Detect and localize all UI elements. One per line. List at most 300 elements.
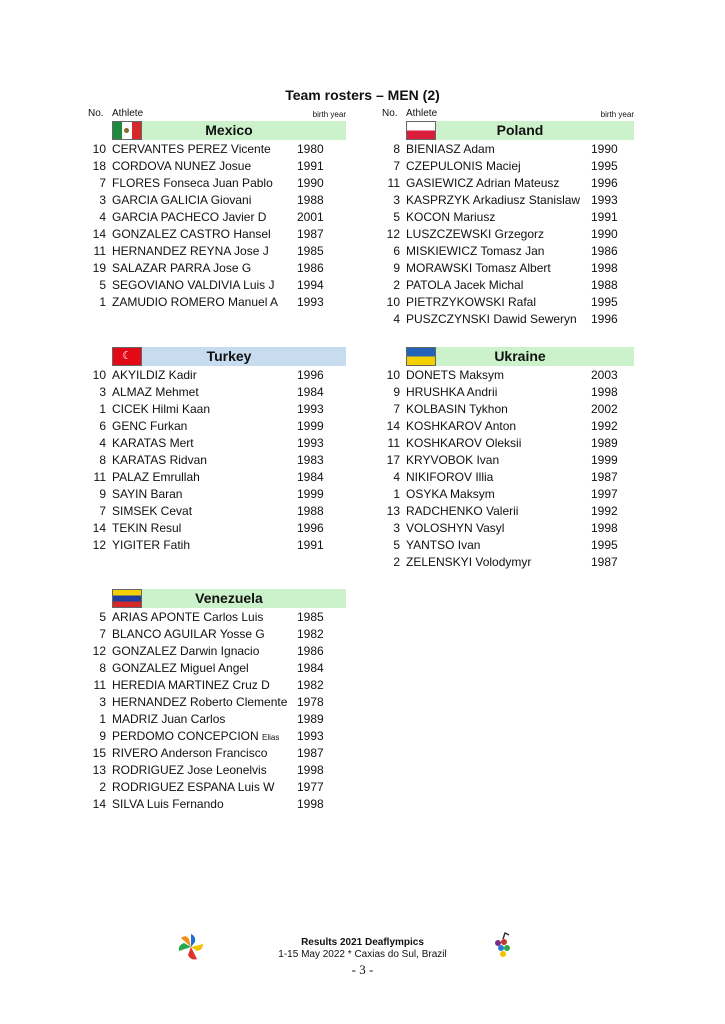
athlete-name-text: GARCIA PACHECO Javier D: [112, 210, 267, 224]
athlete-name: [406, 294, 536, 311]
birth-year: 1999: [297, 487, 324, 501]
athlete-number: 15: [92, 746, 106, 760]
athlete-name: [406, 401, 508, 418]
birth-year: 1986: [591, 244, 618, 258]
athlete-name-text: BLANCO AGUILAR Yosse G: [112, 627, 265, 641]
athlete-number: 11: [93, 244, 106, 258]
roster-row: [88, 452, 346, 469]
birth-year: 1984: [297, 661, 324, 675]
page-footer: [0, 937, 725, 976]
athlete-name-text: KOSHKAROV Anton: [406, 419, 517, 433]
athlete-number: 14: [386, 419, 400, 433]
athlete-name: [406, 537, 480, 554]
birth-year: 1993: [297, 729, 324, 743]
roster-row: [382, 158, 634, 175]
athlete-name: [406, 226, 544, 243]
athlete-number: 18: [92, 159, 106, 173]
athlete-number: 1: [393, 487, 400, 501]
athlete-number: 11: [93, 470, 106, 484]
athlete-name-suffix: Elias: [262, 733, 280, 742]
athlete-name: [406, 158, 521, 175]
athlete-name-text: NIKIFOROV Illia: [406, 470, 494, 484]
birth-year: 1991: [297, 538, 324, 552]
athlete-name: [112, 192, 251, 209]
athlete-name-text: PATOLA Jacek Michal: [406, 278, 524, 292]
athlete-name-text: PIETRZYKOWSKI Rafal: [406, 295, 537, 309]
roster-list: [88, 141, 346, 311]
roster-row: [88, 277, 346, 294]
athlete-name-text: SILVA Luis Fernando: [112, 797, 224, 811]
athlete-name: [112, 226, 271, 243]
roster-row: [382, 226, 634, 243]
athlete-name-text: HERNANDEZ REYNA Jose J: [112, 244, 269, 258]
birth-year: 1977: [297, 780, 324, 794]
birth-year: 1998: [591, 521, 618, 535]
team-venezuela: [88, 589, 346, 813]
athlete-number: 9: [393, 385, 400, 399]
athlete-number: 9: [99, 729, 106, 743]
birth-year: 1991: [297, 159, 324, 173]
roster-row: [88, 243, 346, 260]
athlete-number: 2: [393, 278, 400, 292]
roster-row: [382, 141, 634, 158]
athlete-name: [406, 503, 518, 520]
athlete-name-text: GARCIA GALICIA Giovani: [112, 193, 252, 207]
athlete-number: 9: [99, 487, 106, 501]
roster-row: [382, 503, 634, 520]
athlete-name: [112, 537, 190, 554]
roster-row: [88, 609, 346, 626]
athlete-name-text: TEKIN Resul: [112, 521, 182, 535]
roster-row: [382, 367, 634, 384]
athlete-name-text: KARATAS Mert: [112, 436, 194, 450]
athlete-name-text: BIENIASZ Adam: [406, 142, 495, 156]
athlete-name: [112, 711, 225, 728]
roster-list: [88, 609, 346, 813]
birth-year: 1990: [297, 176, 324, 190]
athlete-name-text: DONETS Maksym: [406, 368, 505, 382]
caxias-grape-logo-icon: [487, 930, 517, 960]
roster-row: [88, 745, 346, 762]
column-no-label: No.: [382, 108, 398, 119]
roster-list: [382, 141, 634, 328]
birth-year: 1989: [297, 712, 324, 726]
athlete-number: 10: [92, 142, 106, 156]
roster-row: [88, 711, 346, 728]
athlete-name: [112, 158, 251, 175]
athlete-name: [406, 435, 521, 452]
roster-row: [382, 469, 634, 486]
birth-year: 1993: [591, 193, 618, 207]
athlete-number: 8: [99, 453, 106, 467]
turkey-flag-icon: ☾: [112, 347, 142, 366]
athlete-number: 6: [99, 419, 106, 433]
athlete-number: 6: [393, 244, 400, 258]
athlete-name-text: RIVERO Anderson Francisco: [112, 746, 268, 760]
athlete-name: [406, 260, 551, 277]
roster-row: [88, 175, 346, 192]
birth-year: 1988: [297, 193, 324, 207]
athlete-number: 4: [99, 210, 106, 224]
athlete-name-text: KARATAS Ridvan: [112, 453, 207, 467]
athlete-name-text: AKYILDIZ Kadir: [112, 368, 197, 382]
athlete-name: [112, 609, 263, 626]
roster-row: [88, 762, 346, 779]
athlete-name-text: PERDOMO CONCEPCION: [112, 729, 259, 743]
athlete-name-text: ARIAS APONTE Carlos Luis: [112, 610, 264, 624]
column-athlete-label: Athlete: [406, 108, 438, 119]
athlete-number: 5: [99, 610, 106, 624]
birth-year: 2001: [297, 210, 324, 224]
athlete-name-text: MADRIZ Juan Carlos: [112, 712, 226, 726]
athlete-name-text: LUSZCZEWSKI Grzegorz: [406, 227, 545, 241]
athlete-number: 3: [393, 193, 400, 207]
team-name: Mexico: [205, 122, 253, 138]
team-turkey: [88, 347, 346, 554]
athlete-name-text: KASPRZYK Arkadiusz Stanislaw: [406, 193, 581, 207]
athlete-name-text: KOSHKAROV Oleksii: [406, 436, 522, 450]
athlete-name-text: ZELENSKYI Volodymyr: [406, 555, 532, 569]
athlete-name-text: SEGOVIANO VALDIVIA Luis J: [112, 278, 275, 292]
athlete-number: 8: [393, 142, 400, 156]
birth-year: 2003: [591, 368, 618, 382]
athlete-number: 7: [99, 176, 106, 190]
athlete-name: [112, 452, 207, 469]
athlete-name-text: YIGITER Fatih: [112, 538, 191, 552]
birth-year: 1982: [297, 678, 324, 692]
roster-row: [88, 384, 346, 401]
birth-year: 1992: [591, 419, 618, 433]
athlete-number: 14: [92, 227, 106, 241]
athlete-name: [112, 503, 192, 520]
roster-row: [382, 294, 634, 311]
team-name: Turkey: [206, 348, 252, 364]
athlete-name-text: PALAZ Emrullah: [112, 470, 200, 484]
athlete-name: [112, 486, 182, 503]
roster-row: [382, 209, 634, 226]
roster-row: [382, 537, 634, 554]
athlete-name-text: VOLOSHYN Vasyl: [406, 521, 505, 535]
birth-year: 1986: [297, 261, 324, 275]
birth-year: 1985: [297, 610, 324, 624]
roster-row: [88, 486, 346, 503]
team-band: [112, 347, 346, 366]
birth-year: 1997: [591, 487, 618, 501]
athlete-name: [406, 520, 504, 537]
athlete-name-text: FLORES Fonseca Juan Pablo: [112, 176, 273, 190]
athlete-name: [406, 209, 495, 226]
athlete-name: [112, 728, 279, 746]
athlete-name: [406, 141, 495, 158]
birth-year: 1985: [297, 244, 324, 258]
athlete-number: 7: [393, 402, 400, 416]
birth-year: 1990: [591, 227, 618, 241]
athlete-name: [406, 554, 531, 571]
athlete-name-text: HERNANDEZ Roberto Clemente: [112, 695, 288, 709]
birth-year: 1993: [297, 402, 324, 416]
roster-list: [88, 367, 346, 554]
athlete-name: [112, 243, 269, 260]
birth-year: 1984: [297, 385, 324, 399]
roster-row: [88, 728, 346, 745]
column-birth-year-label: birth year: [312, 110, 346, 119]
roster-row: [88, 141, 346, 158]
athlete-name: [406, 243, 544, 260]
birth-year: 1987: [591, 555, 618, 569]
roster-row: [382, 435, 634, 452]
athlete-number: 2: [99, 780, 106, 794]
roster-row: [88, 401, 346, 418]
athlete-name: [112, 660, 249, 677]
athlete-name-text: RODRIGUEZ ESPANA Luis W: [112, 780, 275, 794]
birth-year: 1986: [297, 644, 324, 658]
athlete-name-text: GONZALEZ CASTRO Hansel: [112, 227, 271, 241]
athlete-name-text: HEREDIA MARTINEZ Cruz D: [112, 678, 270, 692]
footer-event-dates: 1-15 May 2022 * Caxias do Sul, Brazil: [278, 949, 447, 960]
birth-year: 1990: [591, 142, 618, 156]
roster-row: [88, 537, 346, 554]
athlete-name: [406, 367, 504, 384]
athlete-name-text: KOLBASIN Tykhon: [406, 402, 508, 416]
birth-year: 1996: [297, 368, 324, 382]
athlete-name-text: CORDOVA NUNEZ Josue: [112, 159, 252, 173]
athlete-number: 17: [386, 453, 400, 467]
roster-row: [88, 643, 346, 660]
roster-row: [382, 554, 634, 571]
athlete-name-text: MISKIEWICZ Tomasz Jan: [406, 244, 545, 258]
birth-year: 1999: [297, 419, 324, 433]
athlete-name-text: PUSZCZYNSKI Dawid Seweryn: [406, 312, 577, 326]
roster-row: [88, 435, 346, 452]
athlete-name: [406, 384, 497, 401]
athlete-name: [112, 626, 265, 643]
column-athlete-label: Athlete: [112, 108, 144, 119]
athlete-name: [112, 435, 194, 452]
birth-year: 1998: [591, 261, 618, 275]
birth-year: 1995: [591, 295, 618, 309]
roster-row: [382, 486, 634, 503]
athlete-name-text: CICEK Hilmi Kaan: [112, 402, 211, 416]
athlete-name: [112, 520, 181, 537]
athlete-name: [406, 469, 493, 486]
athlete-name: [112, 260, 251, 277]
athlete-number: 1: [99, 295, 106, 309]
athlete-number: 5: [99, 278, 106, 292]
column-header: [88, 107, 346, 121]
roster-row: [88, 503, 346, 520]
athlete-name-text: KRYVOBOK Ivan: [406, 453, 500, 467]
athlete-name-text: GONZALEZ Darwin Ignacio: [112, 644, 260, 658]
team-ukraine: [382, 347, 634, 571]
athlete-name: [112, 762, 267, 779]
athlete-number: 12: [92, 538, 106, 552]
roster-row: [88, 626, 346, 643]
team-name: Poland: [496, 122, 544, 138]
roster-row: [88, 677, 346, 694]
athlete-name-text: OSYKA Maksym: [406, 487, 495, 501]
birth-year: 1982: [297, 627, 324, 641]
athlete-name-text: RADCHENKO Valerii: [406, 504, 519, 518]
roster-row: [88, 418, 346, 435]
team-name: Ukraine: [494, 348, 546, 364]
birth-year: 1992: [591, 504, 618, 518]
athlete-name: [112, 209, 266, 226]
athlete-number: 9: [393, 261, 400, 275]
athlete-number: 5: [393, 538, 400, 552]
athlete-number: 3: [99, 193, 106, 207]
athlete-name-text: SIMSEK Cevat: [112, 504, 193, 518]
birth-year: 1991: [591, 210, 618, 224]
page-title: Team rosters – MEN (2): [285, 87, 440, 103]
athlete-number: 13: [92, 763, 106, 777]
roster-row: [382, 452, 634, 469]
roster-row: [88, 260, 346, 277]
roster-row: [382, 243, 634, 260]
athlete-name-text: YANTSO Ivan: [406, 538, 481, 552]
birth-year: 1999: [591, 453, 618, 467]
athlete-name-text: SAYIN Baran: [112, 487, 183, 501]
roster-row: [88, 796, 346, 813]
birth-year: 1988: [591, 278, 618, 292]
roster-row: [382, 418, 634, 435]
athlete-number: 1: [99, 712, 106, 726]
athlete-name-text: KOCON Mariusz: [406, 210, 496, 224]
team-band: [406, 347, 634, 366]
athlete-number: 7: [99, 504, 106, 518]
birth-year: 1993: [297, 436, 324, 450]
roster-row: [88, 469, 346, 486]
birth-year: 1998: [297, 797, 324, 811]
athlete-name: [112, 694, 287, 711]
athlete-name-text: SALAZAR PARRA Jose G: [112, 261, 252, 275]
roster-row: [382, 384, 634, 401]
birth-year: 1993: [297, 295, 324, 309]
athlete-number: 10: [386, 368, 400, 382]
athlete-name: [112, 677, 270, 694]
athlete-name-text: GONZALEZ Miguel Angel: [112, 661, 249, 675]
athlete-name-text: HRUSHKA Andrii: [406, 385, 498, 399]
roster-row: [382, 401, 634, 418]
athlete-name: [112, 796, 224, 813]
roster-row: [382, 260, 634, 277]
athlete-name: [406, 452, 499, 469]
birth-year: 1994: [297, 278, 324, 292]
athlete-number: 12: [386, 227, 400, 241]
team-mexico: [88, 107, 346, 311]
athlete-name-text: ALMAZ Mehmet: [112, 385, 199, 399]
roster-row: [382, 311, 634, 328]
roster-row: [88, 192, 346, 209]
athlete-name-text: RODRIGUEZ Jose Leonelvis: [112, 763, 267, 777]
roster-row: [88, 158, 346, 175]
athlete-number: 7: [393, 159, 400, 173]
roster-row: [88, 294, 346, 311]
athlete-number: 12: [92, 644, 106, 658]
roster-row: [88, 520, 346, 537]
athlete-number: 4: [99, 436, 106, 450]
athlete-name: [406, 175, 559, 192]
athlete-name: [112, 401, 210, 418]
team-band: [112, 589, 346, 608]
athlete-number: 7: [99, 627, 106, 641]
athlete-number: 11: [93, 678, 106, 692]
athlete-name: [112, 294, 278, 311]
birth-year: 1989: [591, 436, 618, 450]
column-birth-year-label: birth year: [600, 110, 634, 119]
athlete-name: [112, 745, 267, 762]
athlete-number: 3: [393, 521, 400, 535]
athlete-number: 1: [99, 402, 106, 416]
team-band: [406, 121, 634, 140]
team-band: [112, 121, 346, 140]
athlete-name: [112, 367, 197, 384]
athlete-number: 8: [99, 661, 106, 675]
roster-row: [88, 694, 346, 711]
roster-row: [88, 209, 346, 226]
birth-year: 2002: [591, 402, 618, 416]
roster-row: [382, 175, 634, 192]
athlete-number: 11: [387, 176, 400, 190]
birth-year: 1987: [297, 746, 324, 760]
footer-event-title: Results 2021 Deaflympics: [301, 937, 424, 948]
roster-row: [382, 277, 634, 294]
team-poland: [382, 107, 634, 328]
athlete-name-text: GENC Furkan: [112, 419, 188, 433]
athlete-number: 11: [387, 436, 400, 450]
athlete-name: [112, 779, 274, 796]
athlete-name: [406, 486, 495, 503]
roster-row: [382, 192, 634, 209]
athlete-name: [406, 192, 580, 209]
athlete-name: [406, 277, 523, 294]
birth-year: 1978: [297, 695, 324, 709]
birth-year: 1996: [591, 176, 618, 190]
athlete-number: 14: [92, 797, 106, 811]
athlete-name-text: MORAWSKI Tomasz Albert: [406, 261, 551, 275]
team-name: Venezuela: [195, 590, 263, 606]
birth-year: 1996: [297, 521, 324, 535]
birth-year: 1987: [297, 227, 324, 241]
athlete-name: [112, 277, 275, 294]
roster-row: [88, 226, 346, 243]
athlete-number: 2: [393, 555, 400, 569]
roster-row: [88, 660, 346, 677]
athlete-number: 10: [92, 368, 106, 382]
roster-row: [88, 779, 346, 796]
athlete-name: [406, 311, 577, 328]
athlete-number: 13: [386, 504, 400, 518]
birth-year: 1988: [297, 504, 324, 518]
athlete-number: 3: [99, 695, 106, 709]
birth-year: 1998: [297, 763, 324, 777]
athlete-name-text: GASIEWICZ Adrian Mateusz: [406, 176, 560, 190]
athlete-name: [112, 384, 199, 401]
birth-year: 1996: [591, 312, 618, 326]
birth-year: 1987: [591, 470, 618, 484]
roster-row: [382, 520, 634, 537]
birth-year: 1995: [591, 538, 618, 552]
birth-year: 1984: [297, 470, 324, 484]
roster-row: [88, 367, 346, 384]
athlete-name-text: ZAMUDIO ROMERO Manuel A: [112, 295, 279, 309]
athlete-number: 4: [393, 312, 400, 326]
athlete-name: [112, 141, 271, 158]
athlete-number: 19: [92, 261, 106, 275]
birth-year: 1983: [297, 453, 324, 467]
athlete-name: [112, 175, 273, 192]
athlete-name: [406, 418, 516, 435]
athlete-name: [112, 418, 187, 435]
